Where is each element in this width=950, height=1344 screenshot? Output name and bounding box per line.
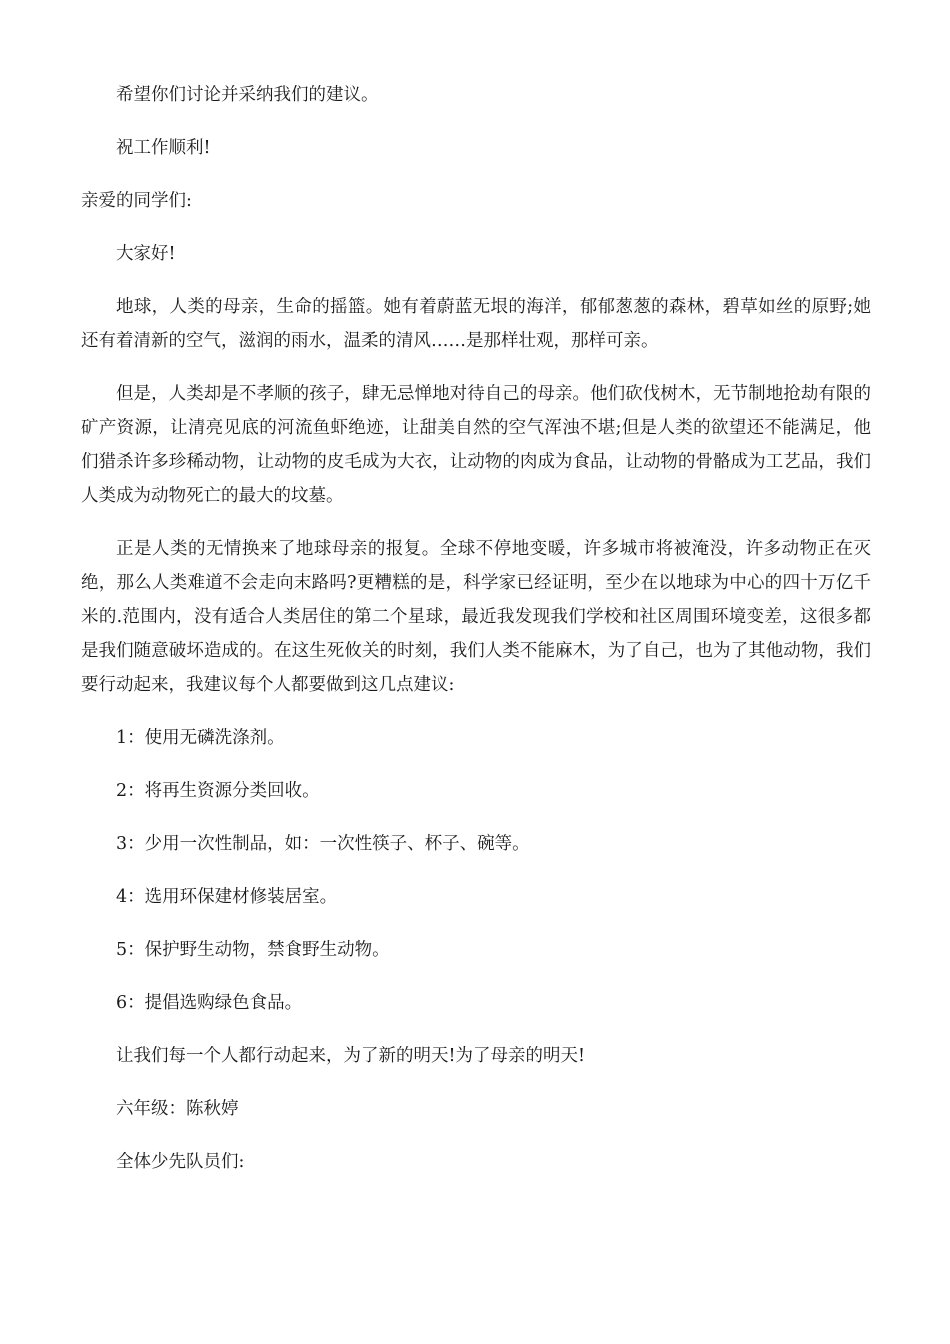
paragraph-earth-intro: 地球，人类的母亲，生命的摇篮。她有着蔚蓝无垠的海洋，郁郁葱葱的森林，碧草如丝的原野;她还有着清新的空气，滋润的雨水，温柔的清风……是那样壮观，那样可亲。 xyxy=(81,297,871,351)
paragraph-next-salutation: 全体少先队员们: xyxy=(116,1152,245,1172)
paragraph-call-to-action: 让我们每一个人都行动起来，为了新的明天!为了母亲的明天! xyxy=(116,1046,586,1066)
document-body xyxy=(81,78,871,1198)
list-item-suggestion-5: 5：保护野生动物，禁食野生动物。 xyxy=(116,940,390,960)
list-item-suggestion-1: 1：使用无磷洗涤剂。 xyxy=(116,728,285,748)
paragraph-earth-revenge: 正是人类的无情换来了地球母亲的报复。全球不停地变暖，许多城市将被淹没，许多动物正在灭绝，那么人类难道不会走向末路吗?更糟糕的是，科学家已经证明，至少在以地球为中心的四十万亿千米的.范围内，没有适合人类居住的第二个星球，最近我发现我们学校和社区周围环境变差，这很多都是我们随意破坏造成的。在这生死攸关的时刻，我们人类不能麻木，为了自己，也为了其他动物，我们要行动起来，我建议每个人都要做到这几点建议: xyxy=(81,539,871,695)
paragraph-closing-request: 希望你们讨论并采纳我们的建议。 xyxy=(116,85,379,105)
paragraph-signature: 六年级：陈秋婷 xyxy=(116,1099,239,1119)
paragraph-salutation: 亲爱的同学们: xyxy=(81,191,192,211)
paragraph-human-damage: 但是，人类却是不孝顺的孩子，肆无忌惮地对待自己的母亲。他们砍伐树木，无节制地抢劫有限的矿产资源，让清亮见底的河流鱼虾绝迹，让甜美自然的空气浑浊不堪;但是人类的欲望还不能满足，他们猎杀许多珍稀动物，让动物的皮毛成为大衣，让动物的肉成为食品，让动物的骨骼成为工艺品，我们人类成为动物死亡的最大的坟墓。 xyxy=(81,384,871,506)
list-item-suggestion-2: 2：将再生资源分类回收。 xyxy=(116,781,320,801)
list-item-suggestion-6: 6：提倡选购绿色食品。 xyxy=(116,993,303,1013)
paragraph-greeting: 大家好! xyxy=(116,244,176,264)
list-item-suggestion-4: 4：选用环保建材修装居室。 xyxy=(116,887,338,907)
paragraph-wishes: 祝工作顺利! xyxy=(116,138,211,158)
list-item-suggestion-3: 3：少用一次性制品，如：一次性筷子、杯子、碗等。 xyxy=(116,834,530,854)
